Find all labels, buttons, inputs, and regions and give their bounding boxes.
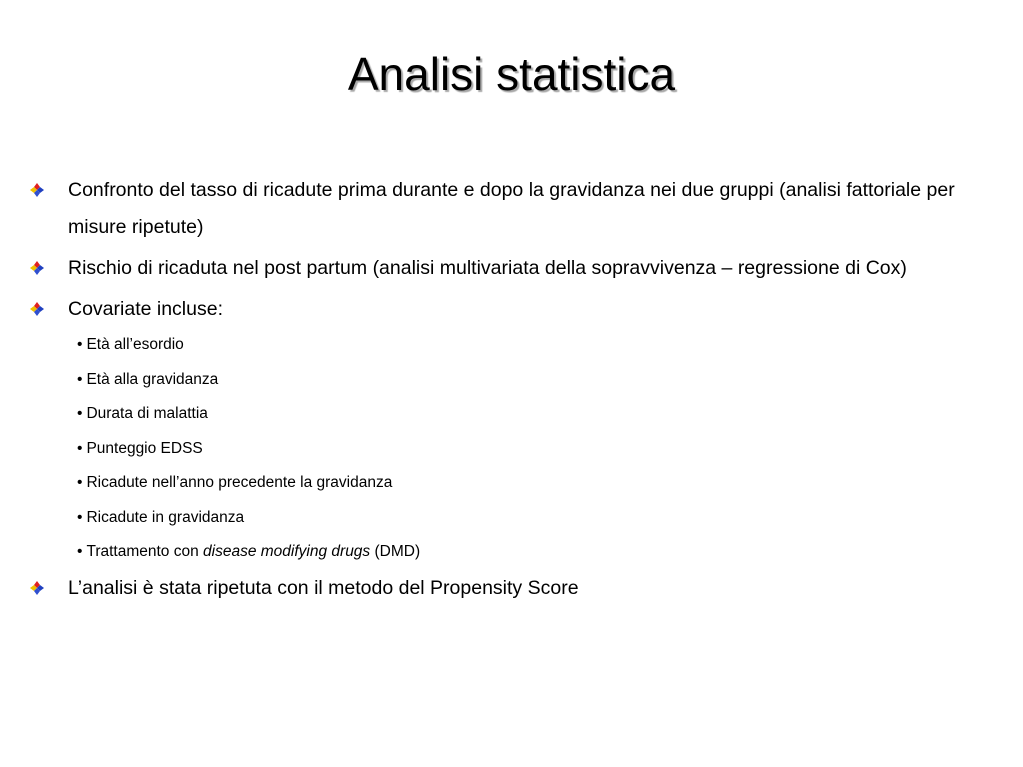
slide-body — [30, 172, 995, 607]
bullet-text: Rischio di ricaduta nel post partum (analisi multivariata della sopravvivenza – regressione di Cox) — [68, 257, 907, 279]
sub-bullet-item — [30, 397, 995, 432]
sub-bullet-item — [30, 535, 995, 570]
sub-bullet-text: Età alla gravidanza — [86, 370, 219, 388]
sub-bullet-dot: • — [77, 336, 83, 353]
diamond-bullet-icon — [30, 581, 44, 595]
sub-bullet-item — [30, 432, 995, 467]
covariate-list — [30, 328, 995, 570]
sub-bullet-text: Ricadute nell’anno precedente la gravidanza — [86, 474, 393, 491]
sub-bullet-text: Età all’esordio — [86, 336, 184, 353]
sub-bullet-item — [30, 363, 995, 398]
sub-bullet-text: Punteggio EDSS — [86, 439, 203, 457]
bullet-item — [30, 172, 995, 246]
sub-bullet-item — [30, 466, 995, 501]
sub-bullet-item — [30, 501, 995, 536]
sub-bullet-dot: • — [77, 474, 83, 491]
bullet-item — [30, 570, 995, 607]
bullet-item — [30, 250, 995, 287]
bullet-item — [30, 291, 995, 328]
diamond-bullet-icon — [30, 261, 44, 275]
diamond-bullet-icon — [30, 302, 44, 316]
sub-bullet-text-suffix: (DMD) — [370, 543, 421, 560]
sub-bullet-item — [30, 328, 995, 363]
bullet-text: L’analisi è stata ripetuta con il metodo del Propensity Score — [68, 576, 579, 599]
slide-title: Analisi statistica — [347, 48, 676, 100]
sub-bullet-dot: • — [77, 405, 83, 422]
sub-bullet-dot: • — [77, 543, 83, 560]
sub-bullet-dot: • — [77, 439, 83, 457]
bullet-text: Covariate incluse: — [68, 298, 223, 320]
sub-bullet-dot: • — [77, 370, 83, 388]
sub-bullet-text: Durata di malattia — [86, 405, 208, 422]
diamond-bullet-icon — [30, 183, 44, 197]
sub-bullet-text-italic: disease modifying drugs — [203, 543, 371, 560]
sub-bullet-text-prefix: Trattamento con — [86, 543, 204, 560]
sub-bullet-dot: • — [77, 508, 83, 526]
bullet-text: Confronto del tasso di ricadute prima durante e dopo la gravidanza nei due gruppi (analisi fattoriale per misure ripetute) — [68, 179, 955, 238]
sub-bullet-text: Ricadute in gravidanza — [86, 508, 245, 526]
